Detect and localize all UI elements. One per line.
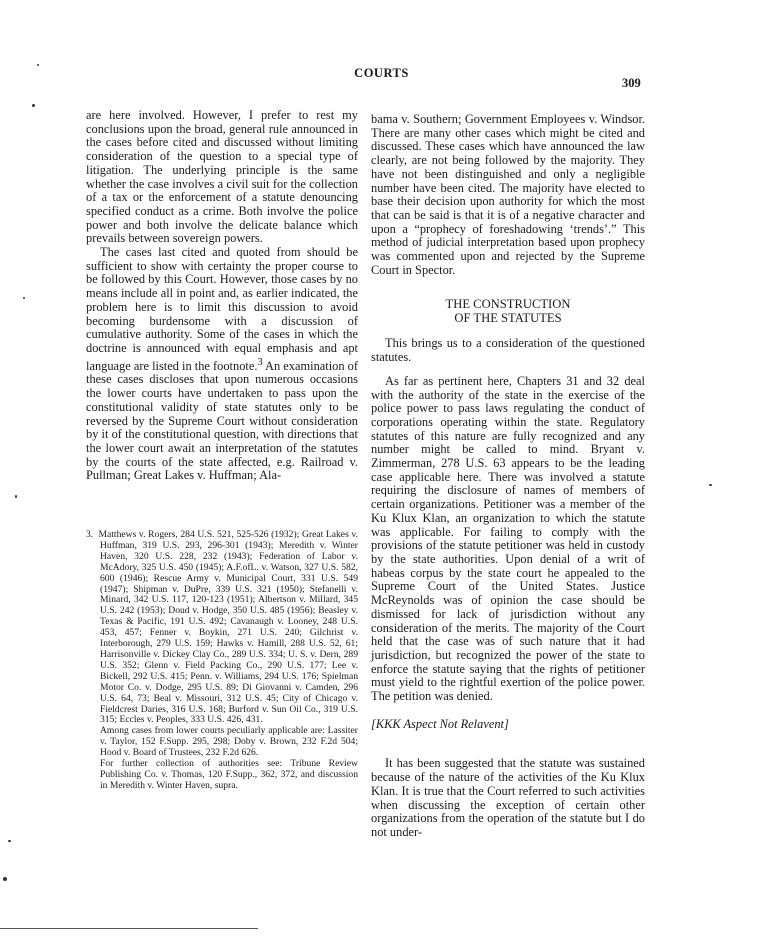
paragraph: The cases last cited and quoted from should be sufficient to show with certainty the proper course to be followed by this Court. However, those cases by no means include all in point and, as earlier indicated, the problem here is to limit this discussion to avoid becoming burdensome with a discussion of cumulative authority. Some of the cases in which the doctrine is announced with equal emphasis and apt language are listed in the footnote.$^3$ An examination of these cases discloses that upon numerous occasions the lower courts have undertaken to pass upon the constitutional validity of state statutes only to be reversed by the Supreme Court without consideration by it of the constitutional question, with directions that the lower court await an interpretation of the statutes by the courts of the state affected, e.g. Railroad v. Pullman; Great Lakes v. Huffman; Ala-: [86, 245, 358, 483]
scan-edge-line: [0, 928, 258, 929]
left-column: [86, 109, 358, 483]
scan-speck: [15, 495, 17, 498]
paragraph: This brings us to a consideration of the questioned statutes.: [371, 336, 645, 365]
section-heading: THE CONSTRUCTION OF THE STATUTES: [445, 297, 571, 326]
paragraph: bama v. Southern; Government Employees v. Windsor. There are many other cases which might be cited and discussed. These cases which have announced the law clearly, are not being followed by the majority. They have not been distinguished and only a negligible number have been cited. The majority have elected to base their decision upon authority for which the most that can be said is that it is of a negative character and upon a “prophecy of foreshadowing ‘trends’.” This method of judicial interpretation based upon prophecy was commented upon and rejected by the Supreme Court in Spector.: [371, 112, 645, 277]
paragraph: As far as pertinent here, Chapters 31 and 32 deal with the authority of the state in the exercise of the police power to pass laws regulating the conduct of corporations operating within the state. Regulatory statutes of this nature are fully recognized and any number might be called to mind. Bryant v. Zimmerman, 278 U.S. 63 appears to be the leading case applicable here. There was involved a statute requiring the disclosure of names of members of certain organizations. Petitioner was a member of the Ku Klux Klan, an organization to which the statute was applicable. For failing to comply with the provisions of the statute petitioner was held in custody by the state authorities. Upon denial of a writ of habeas corpus by the state court he appealed to the Supreme Court of the United States. Justice McReynolds was of opinion the case should be dismissed for lack of jurisdiction without any consideration of the merits. The majority of the Court held that the case was of such nature that it had jurisdiction, but recognized the power of the state to enforce the statute saying that the rights of petitioner must yield to the rightful exertion of the police power. The petition was denied.: [371, 373, 645, 704]
scan-speck: [8, 840, 11, 842]
paragraph: It has been suggested that the statute was sustained because of the nature of the activities of the Ku Klux Klan. It is true that the Court referred to such activities when discussing the exception of certain other organizations from the operation of the statute but I do not under-: [371, 756, 645, 839]
right-column: [371, 113, 645, 840]
scan-speck: [32, 104, 35, 107]
running-head: COURTS: [354, 66, 409, 80]
footnote-text: For further collection of authorities see: Tribune Review Publishing Co. v. Thomas, 120 F.Supp., 362, 372, and discussion in Meredith v. Winter Haven, supra.: [100, 758, 358, 791]
footnote-text: 3. Matthews v. Rogers, 284 U.S. 521, 525-526 (1932); Great Lakes v. Huffman, 319 U.S. 293, 296-301 (1943); Meredith v. Winter Haven, 320 U.S. 228, 232 (1943); Federation of Labor v. McAdory, 325 U.S. 450 (1945); A.F.ofL. v. Watson, 327 U.S. 582, 600 (1946); Rescue Army v. Municipal Court, 331 U.S. 549 (1947); Shipman v. DuPre, 339 U.S. 321 (1950); Stefanelli v. Minard, 342 U.S. 117, 120-123 (1951); Albertson v. Millard, 345 U.S. 242 (1953); Doud v. Hodge, 350 U.S. 485 (1956); Beasley v. Texas & Pacific, 191 U.S. 492; Cavanaugh v. Looney, 248 U.S. 453, 457; Fenner v. Boykin, 271 U.S. 240; Gilchrist v. Interborough, 279 U.S. 159; Hawks v. Hamill, 288 U.S. 52, 61; Harrisonville v. Dickey Clay Co., 289 U.S. 334; U. S. v. Dern, 289 U.S. 352; Glenn v. Field Packing Co., 290 U.S. 177; Lee v. Bickell, 292 U.S. 415; Penn. v. Williams, 294 U.S. 176; Spielman Motor Co. v. Dodge, 295 U.S. 89; Di Giovanni v. Camden, 296 U.S. 64, 73; Beal v. Missouri, 312 U.S. 45; City of Chicago v. Fieldcrest Daries, 316 U.S. 168; Burford v. Sun Oil Co., 319 U.S. 315; Eccles v. Peoples, 333 U.S. 426, 431.: [86, 529, 358, 726]
footnote-ref: 3: [257, 356, 263, 368]
footnote-text: Among cases from lower courts peculiarly applicable are: Lassiter v. Taylor, 152 F.Supp. 295, 298; Doby v. Brown, 232 F.2d 504; Hood v. Board of Trustees, 232 F.2d 626.: [100, 725, 358, 759]
subheading: [KKK Aspect Not Relavent]: [371, 716, 509, 731]
footnote: [86, 530, 358, 792]
scan-speck: [3, 877, 7, 881]
scan-speck: [23, 297, 25, 299]
page-number: 309: [622, 76, 641, 90]
paragraph: are here involved. However, I prefer to rest my conclusions upon the broad, general rule announced in the cases before cited and discussed without limiting consideration of the question to a special type of litigation. The underlying principle is the same whether the case involves a civil suit for the collection of a tax or the enforcement of a statute denouncing specified conduct as a crime. Both involve the police power and both involve the delicate balance which prevails between sovereign powers.: [86, 108, 358, 246]
scan-speck: [709, 484, 712, 486]
scan-speck: [37, 64, 39, 66]
